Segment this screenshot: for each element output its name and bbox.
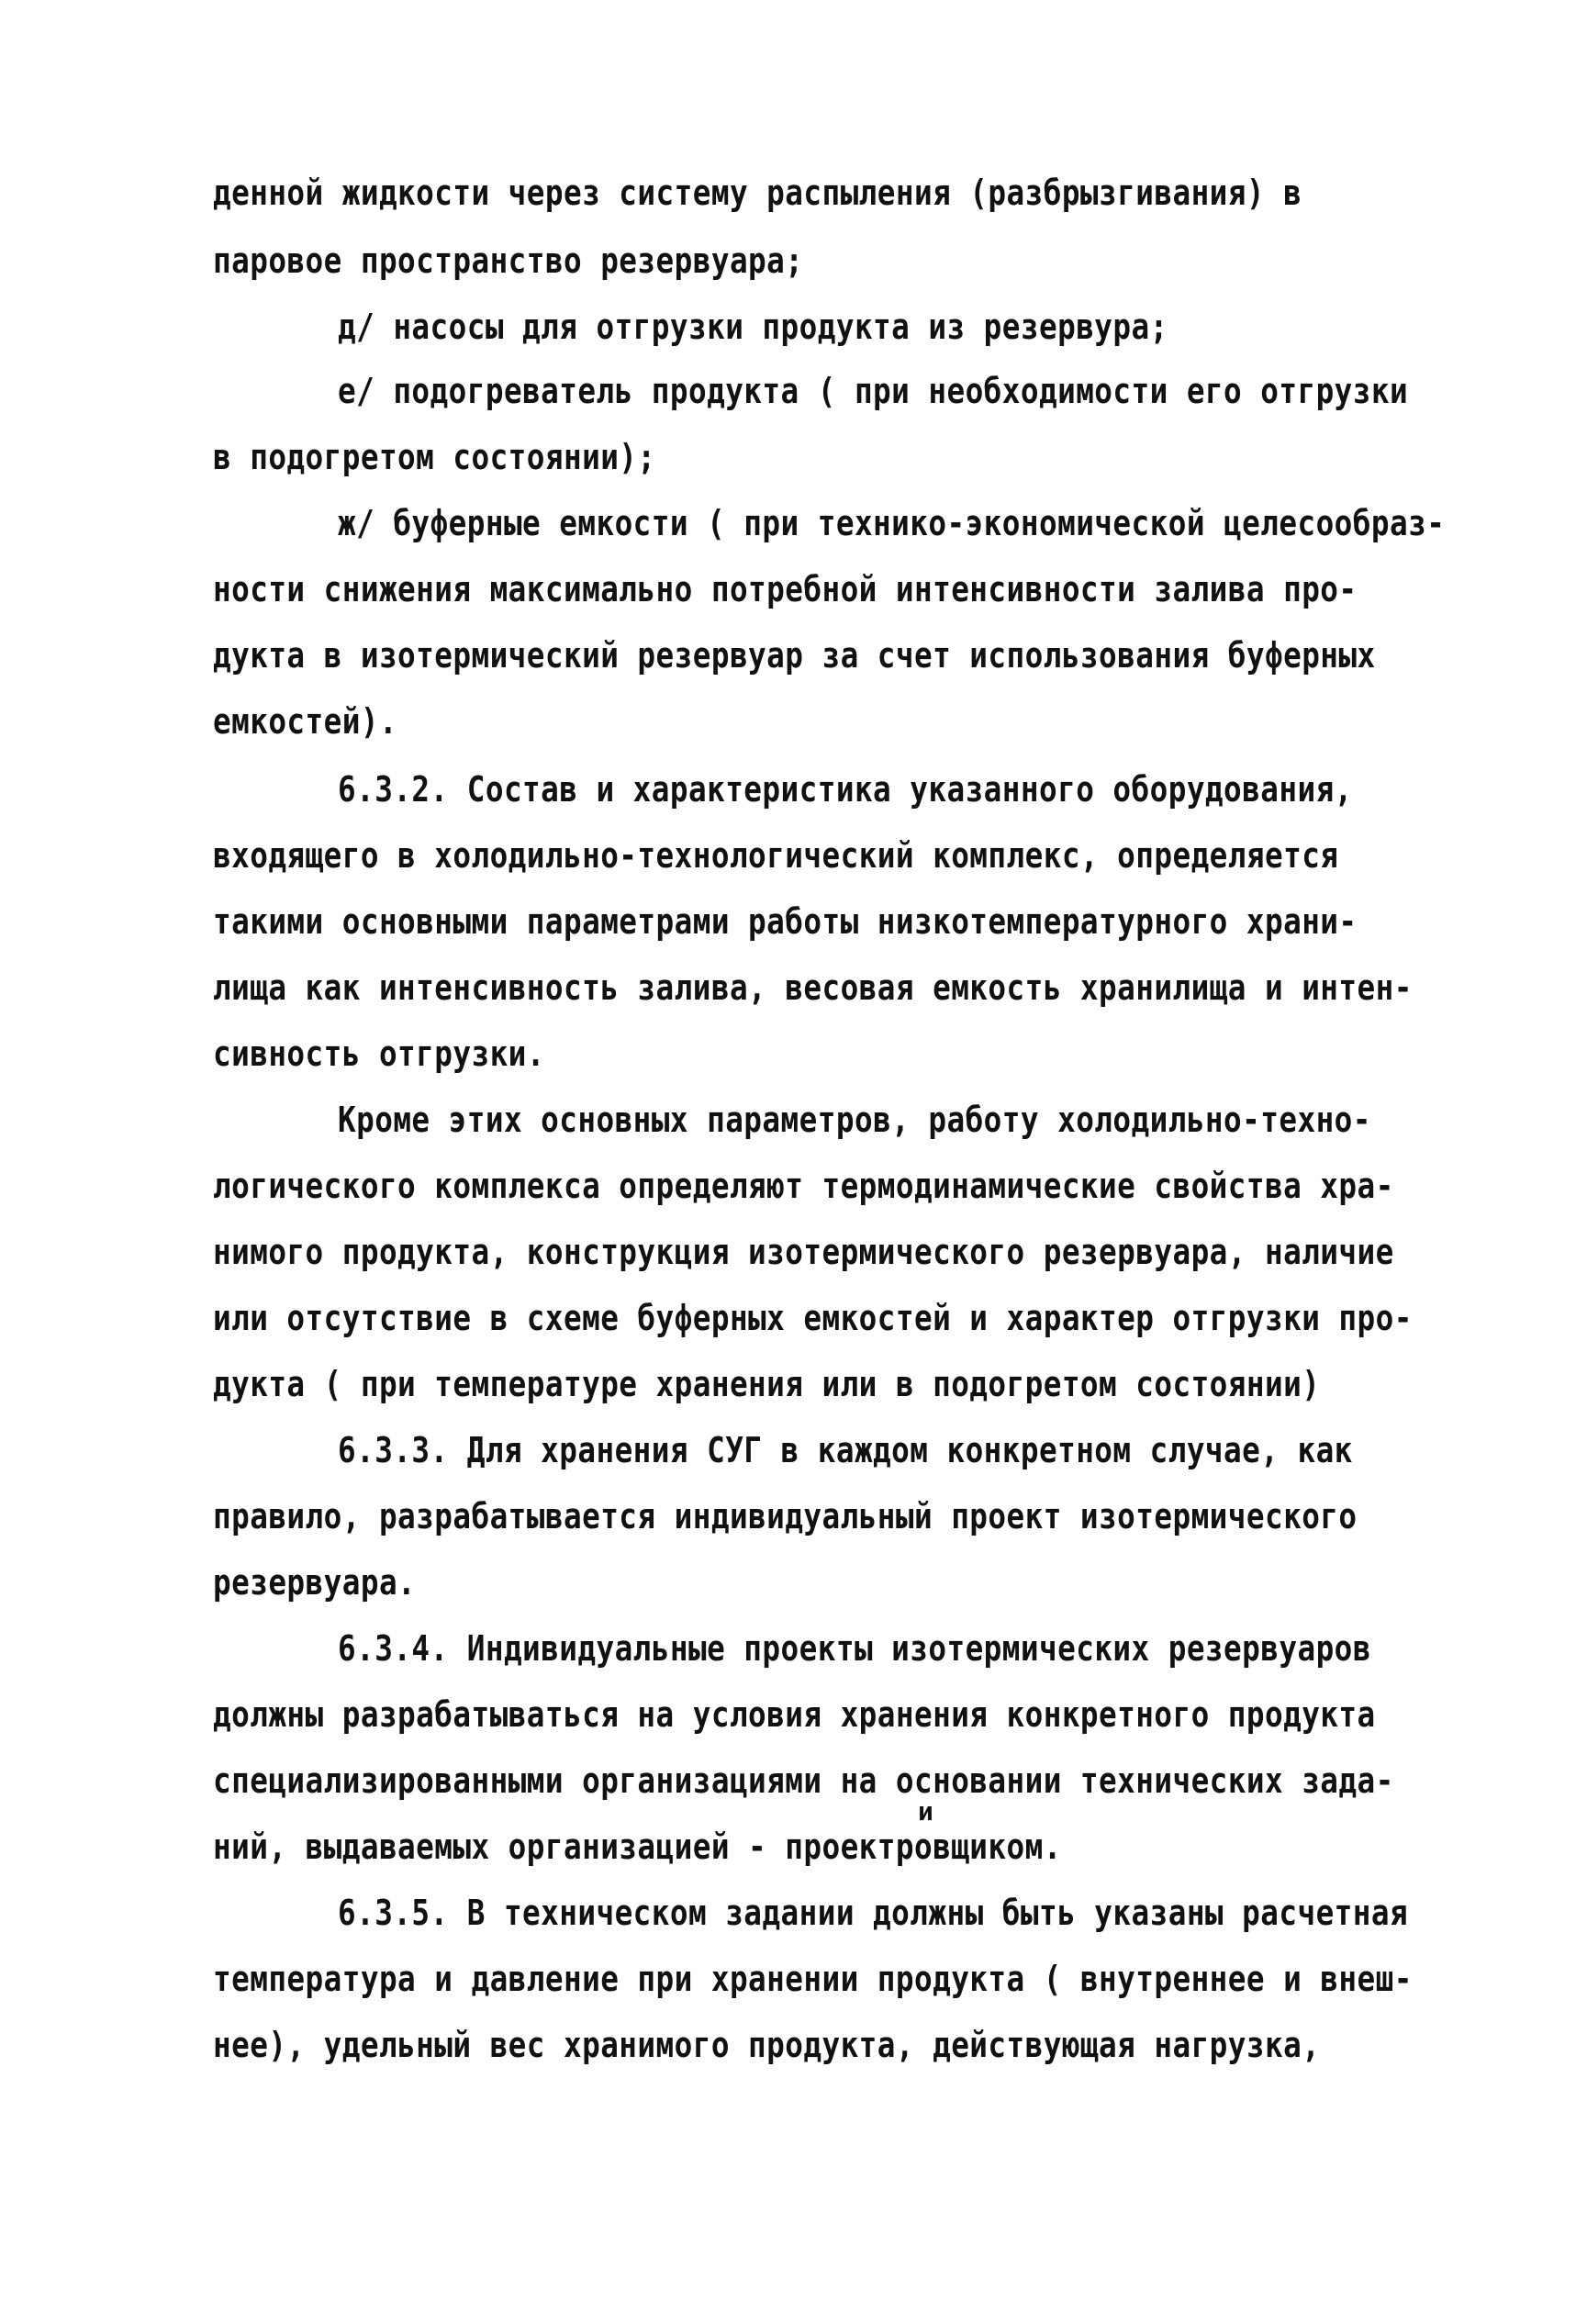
text-line: должны разрабатываться на условия хранения конкретного продукта	[213, 1694, 1376, 1735]
text-line: Кроме этих основных параметров, работу холодильно-техно-	[338, 1100, 1371, 1140]
text-line: в подогретом состоянии);	[213, 437, 656, 477]
text-line: ности снижения максимально потребной интенсивности залива про-	[213, 569, 1358, 609]
text-line: входящего в холодильно-технологический комплекс, определяется	[213, 835, 1339, 876]
text-line: лища как интенсивность залива, весовая емкость хранилища и интен-	[213, 967, 1413, 1008]
text-line: 6.3.5. В техническом задании должны быть указаны расчетная	[338, 1893, 1409, 1933]
text-line: правило, разрабатывается индивидуальный проект изотермического	[213, 1496, 1358, 1536]
text-line: нее), удельный вес хранимого продукта, действующая нагрузка,	[213, 2025, 1321, 2065]
text-line: нимого продукта, конструкция изотермического резервуара, наличие	[213, 1232, 1394, 1272]
text-line: резервуара.	[213, 1562, 417, 1603]
text-line: логического комплекса определяют термодинамические свойства хра-	[213, 1166, 1394, 1206]
text-line: температура и давление при хранении продукта ( внутреннее и внеш-	[213, 1959, 1413, 1999]
text-line: такими основными параметрами работы низкотемпературного храни-	[213, 901, 1358, 942]
text-line: ж/ буферные емкости ( при технико-экономической целесообраз-	[338, 503, 1446, 543]
text-line: или отсутствие в схеме буферных емкостей и характер отгрузки про-	[213, 1298, 1413, 1338]
text-line: е/ подогреватель продукта ( при необходимости его отгрузки	[338, 371, 1409, 411]
text-line: д/ насосы для отгрузки продукта из резервура;	[338, 307, 1168, 347]
text-line: ний, выдаваемых организацией - проектровщиком.	[213, 1827, 1062, 1867]
text-line: емкостей).	[213, 701, 398, 742]
text-line: 6.3.3. Для хранения СУГ в каждом конкретном случае, как	[338, 1430, 1353, 1470]
handwritten-insert: и	[918, 1796, 933, 1827]
text-line: дукта ( при температуре хранения или в подогретом состоянии)	[213, 1364, 1321, 1404]
text-line: паровое пространство резервуара;	[213, 240, 804, 281]
text-line: специализированными организациями на основании технических зада-	[213, 1760, 1394, 1801]
text-line: 6.3.4. Индивидуальные проекты изотермических резервуаров	[338, 1628, 1371, 1669]
text-line: денной жидкости через систему распыления (разбрызгивания) в	[213, 173, 1302, 213]
text-line: 6.3.2. Состав и характеристика указанного оборудования,	[338, 769, 1353, 810]
text-line: дукта в изотермический резервуар за счет использования буферных	[213, 635, 1376, 676]
text-line: сивность отгрузки.	[213, 1034, 545, 1074]
